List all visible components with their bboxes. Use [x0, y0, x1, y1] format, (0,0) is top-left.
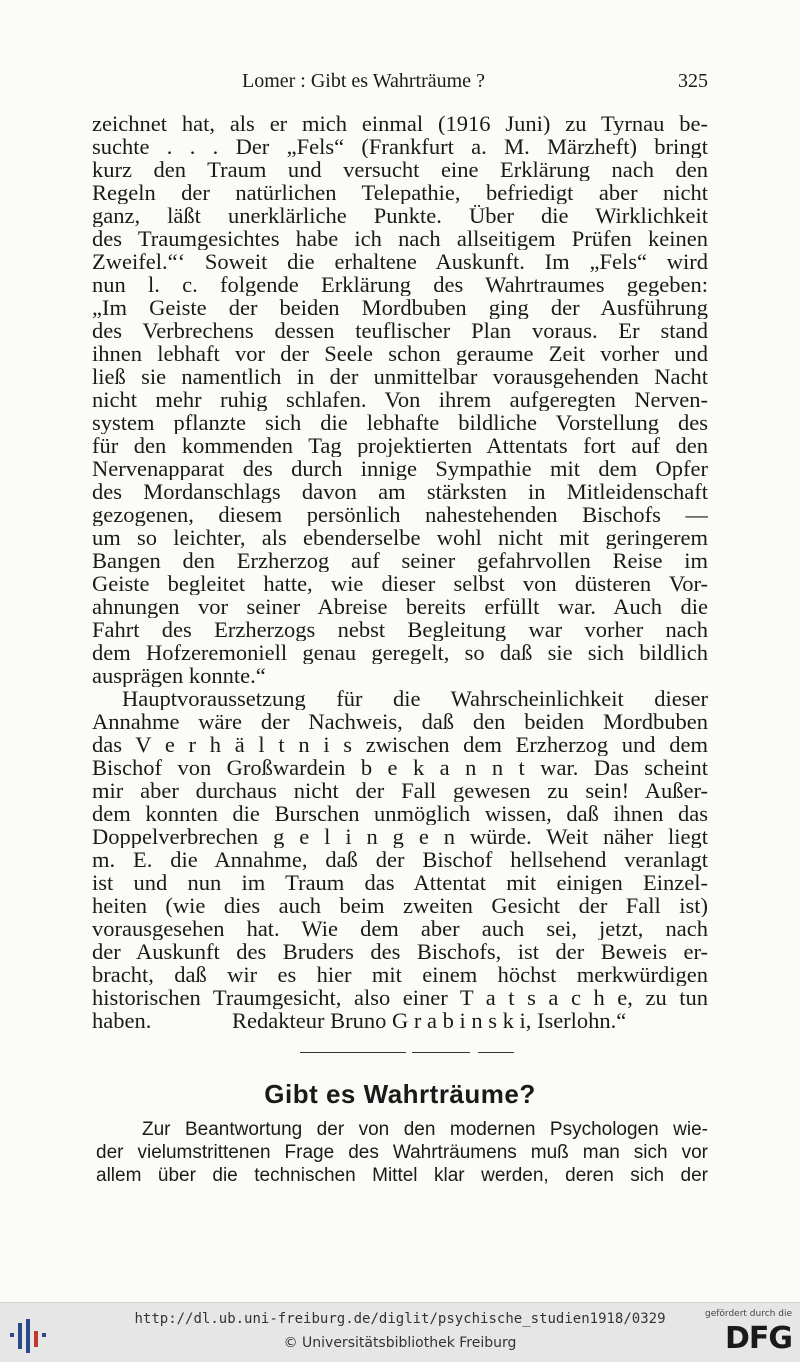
page-number: 325 — [678, 70, 708, 92]
text-line: für den kommenden Tag projektierten Attentats fort auf den — [92, 434, 708, 457]
text-line: allem über die technischen Mittel klar werden, deren sich der — [96, 1165, 708, 1186]
footer-bar — [0, 1302, 800, 1362]
text-line: m. E. die Annahme, daß der Bischof hellsehend veranlagt — [92, 848, 708, 871]
text-line: mir aber durchaus nicht der Fall gewesen zu sein! Außer- — [92, 779, 708, 802]
text-line: der vielumstrittenen Frage des Wahrträumens muß man sich vor — [96, 1142, 708, 1163]
text-line: ihnen lebhaft vor der Seele schon geraume Zeit vorher und — [92, 342, 708, 365]
text-line: um so leichter, als ebenderselbe wohl nicht mit geringerem — [92, 526, 708, 549]
text-line: ganz, läßt unerklärliche Punkte. Über die Wirklichkeit — [92, 204, 708, 227]
text-line: system pflanzte sich die lebhafte bildliche Vorstellung des — [92, 411, 708, 434]
text-line: Fahrt des Erzherzogs nebst Begleitung war vorher nach — [92, 618, 708, 641]
dfg-caption: gefördert durch die — [705, 1309, 792, 1319]
text-line: historischen Traumgesicht, also einer T a t s a c h e, zu tun — [92, 986, 708, 1009]
text-line: dem Hofzeremoniell genau geregelt, so daß sie sich bildlich — [92, 641, 708, 664]
text-line: ist und nun im Traum das Attentat mit einigen Einzel- — [92, 871, 708, 894]
signature-line — [92, 1009, 708, 1032]
text-line: nicht mehr ruhig schlafen. Von ihrem aufgeregten Nerven- — [92, 388, 708, 411]
text-line: zeichnet hat, als er mich einmal (1916 Juni) zu Tyrnau be- — [92, 112, 708, 135]
text-line: Zur Beantwortung der von den modernen Psychologen wie- — [142, 1119, 708, 1140]
text-line: des Traumgesichtes habe ich nach allseitigem Prüfen keinen — [92, 227, 708, 250]
text-line: gezogenen, diesem persönlich nahestehenden Bischofs — — [92, 503, 708, 526]
text-line: „Im Geiste der beiden Mordbuben ging der Ausführung — [92, 296, 708, 319]
text-line: ahnungen vor seiner Abreise bereits erfüllt war. Auch die — [92, 595, 708, 618]
text-line: des Mordanschlags davon am stärksten in Mitleidenschaft — [92, 480, 708, 503]
text-line: kurz den Traum und versucht eine Erklärung nach den — [92, 158, 708, 181]
text-line: heiten (wie dies auch beim zweiten Gesicht der Fall ist) — [92, 894, 708, 917]
copyright-text: © Universitätsbibliothek Freiburg — [283, 1335, 517, 1351]
separator-rule — [412, 1052, 470, 1053]
separator-rule — [478, 1052, 514, 1053]
section-title: Gibt es Wahrträume? — [264, 1079, 536, 1109]
article-body — [92, 112, 708, 1032]
text-line: ließ sie namentlich in der unmittelbar vorausgehenden Nacht — [92, 365, 708, 388]
dfg-logo: DFG — [724, 1321, 792, 1356]
article-2-body — [96, 1118, 708, 1187]
signature: Redakteur Bruno G r a b i n s k i, Iserlohn.“ — [232, 1009, 627, 1032]
text-line: Annahme wäre der Nachweis, daß den beiden Mordbuben — [92, 710, 708, 733]
text-line: des Verbrechens dessen teuflischer Plan voraus. Er stand — [92, 319, 708, 342]
text-line: suchte . . . Der „Fels“ (Frankfurt a. M. Märzheft) bringt — [92, 135, 708, 158]
running-title: Lomer : Gibt es Wahrträume ? — [242, 70, 485, 92]
text-line: der Auskunft des Bruders des Bischofs, ist der Beweis er- — [92, 940, 708, 963]
dfg-sponsor-block — [705, 1309, 792, 1359]
text-line: ausprägen konnte.“ — [92, 664, 266, 687]
permalink-url[interactable]: http://dl.ub.uni-freiburg.de/diglit/psychische_studien1918/0329 — [134, 1311, 666, 1327]
text-line: dem konnten die Burschen unmöglich wissen, daß ihnen das — [92, 802, 708, 825]
text-line: Doppelverbrechen g e l i n g e n würde. Weit näher liegt — [92, 825, 708, 848]
text-line: Nervenapparat des durch innige Sympathie mit dem Opfer — [92, 457, 708, 480]
separator-rule — [300, 1052, 406, 1053]
text-line: Zweifel.“‘ Soweit die erhaltene Auskunft. Im „Fels“ wird — [92, 250, 708, 273]
text-line: Bangen den Erzherzog auf seiner gefahrvollen Reise im — [92, 549, 708, 572]
text-line: das V e r h ä l t n i s zwischen dem Erzherzog und dem — [92, 733, 708, 756]
text-line: Bischof von Großwardein b e k a n n t war. Das scheint — [92, 756, 708, 779]
text-line: Regeln der natürlichen Telepathie, befriedigt aber nicht — [92, 181, 708, 204]
text-line: Hauptvoraussetzung für die Wahrscheinlichkeit dieser — [122, 687, 708, 710]
text-line: bracht, daß wir es hier mit einem höchst merkwürdigen — [92, 963, 708, 986]
text-line: vorausgesehen hat. Wie dem aber auch sei, jetzt, nach — [92, 917, 708, 940]
signature-lead-word: haben. — [92, 1009, 152, 1032]
running-header — [92, 70, 708, 96]
text-line: Geiste begleitet hatte, wie dieser selbst von düsteren Vor- — [92, 572, 708, 595]
text-line: nun l. c. folgende Erklärung des Wahrtraumes gegeben: — [92, 273, 708, 296]
